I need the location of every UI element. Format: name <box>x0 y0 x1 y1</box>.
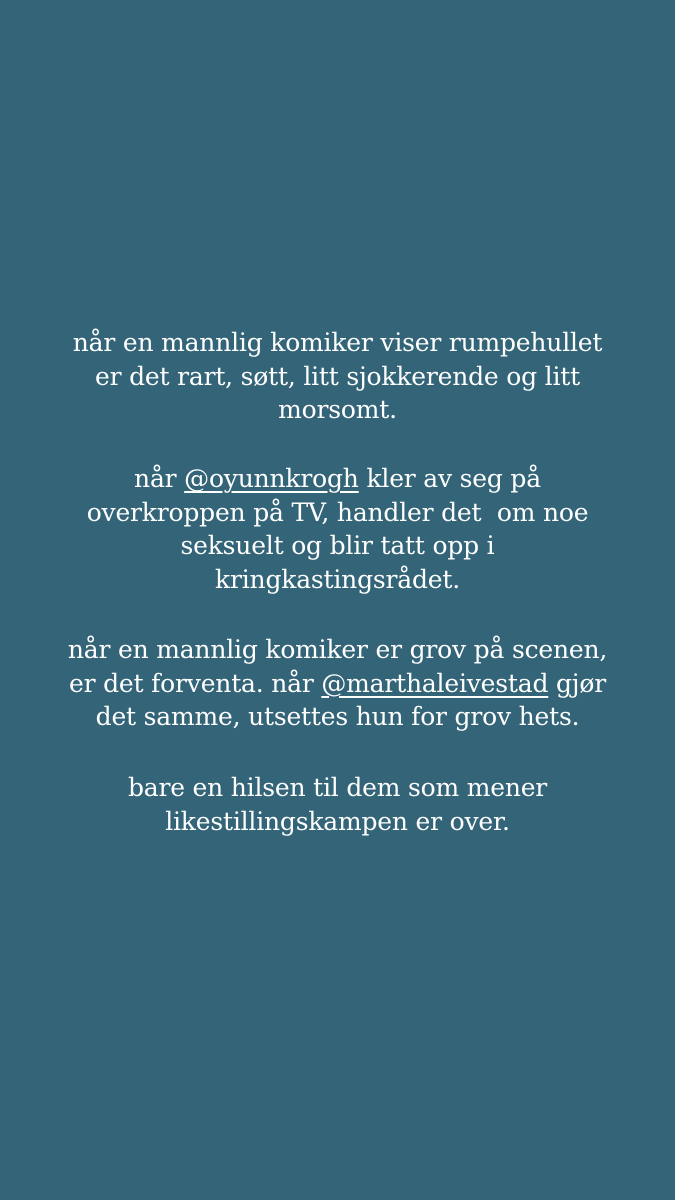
text-line: morsomt. <box>278 395 397 424</box>
mention-oyunnkrogh[interactable]: @oyunnkrogh <box>184 464 359 493</box>
text-line: når en mannlig komiker viser rumpehullet <box>72 328 603 357</box>
text-fragment: når <box>134 464 185 493</box>
paragraph-male-comedian <box>40 326 635 427</box>
text-line: seksuelt og blir tatt opp i <box>180 531 495 560</box>
text-line <box>40 667 635 701</box>
mention-marthaleivestad[interactable]: @marthaleivestad <box>321 668 549 698</box>
paragraph-oyunnkrogh <box>40 462 635 596</box>
text-line: overkroppen på TV, handler det om noe <box>86 497 589 527</box>
text-fragment: kler av seg på <box>358 464 541 493</box>
text-fragment: er det forventa. når <box>69 668 322 698</box>
paragraph-marthaleivestad <box>40 633 635 734</box>
text-line: bare en hilsen til dem som mener <box>127 773 548 802</box>
text-fragment: gjør <box>548 668 606 698</box>
text-line: er det rart, søtt, litt sjokkerende og litt <box>95 361 580 391</box>
text-line: når en mannlig komiker er grov på scenen, <box>67 635 608 664</box>
text-line: likestillingskampen er over. <box>165 806 510 836</box>
text-line <box>40 462 635 496</box>
paragraph-greeting <box>40 771 635 838</box>
text-line: det samme, utsettes hun for grov hets. <box>95 702 580 731</box>
text-line: kringkastingsrådet. <box>215 564 460 594</box>
